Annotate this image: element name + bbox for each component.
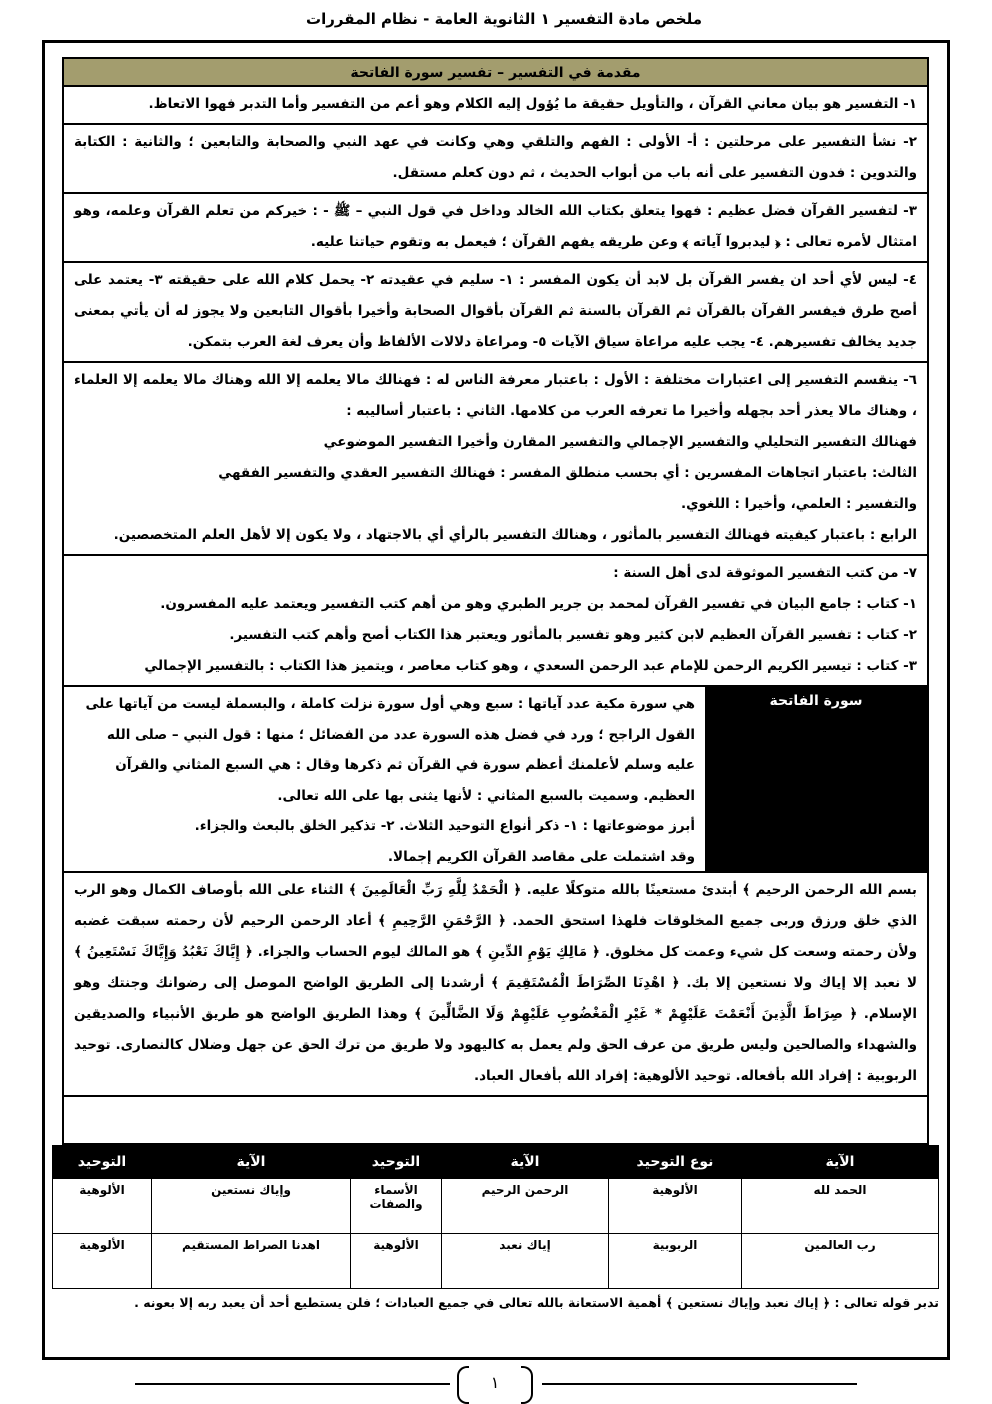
table-cell: الألوهية xyxy=(351,1234,442,1289)
point-line: ٣- كتاب : تيسير الكريم الرحمن للإمام عبد الرحمن السعدي ، وهو كتاب معاصر ، ويتميز هذا الكتاب : بالتفسير الإجمالي xyxy=(144,658,917,674)
page-footer xyxy=(135,1364,857,1404)
point-line: ١- كتاب : جامع البيان في تفسير القرآن لمحمد بن جرير الطبري وهو من أهم كتب التفسير ويعتمد عليه المفسرون. xyxy=(160,596,917,612)
table-cell: إياك نعبد xyxy=(442,1234,609,1289)
point-1 xyxy=(62,87,929,125)
table-cell: الألوهية xyxy=(609,1179,742,1234)
tafsir-text xyxy=(62,873,929,1097)
point-6 xyxy=(62,363,929,556)
table-cell: اهدنا الصراط المستقيم xyxy=(152,1234,351,1289)
point-line: ٧- من كتب التفسير الموثوقة لدى أهل السنة : xyxy=(613,565,917,581)
table-cell: الربوبية xyxy=(609,1234,742,1289)
col-header: نوع التوحيد xyxy=(609,1146,742,1179)
table-cell: الحمد لله xyxy=(742,1179,939,1234)
point-line: ٢- نشأ التفسير على مرحلتين : أ- الأولى : الفهم والتلقي وهي وكانت في عهد النبي والصحابة والتابعين ؛ والثانية : الكتابة والتدوين : فدون التفسير على أنه باب من أبواب الحديث ، ثم دون كعلم مستقل. xyxy=(74,134,917,181)
fatiha-box xyxy=(62,687,929,873)
point-line: فهنالك التفسير التحليلي والتفسير الإجمالي والتفسير المقارن وأخيرا التفسير الموضوعي xyxy=(323,434,917,450)
table-row xyxy=(53,1179,939,1234)
tafsir-paragraph: بسم الله الرحمن الرحيم ﴾ أبتدئ مستعينًا بالله متوكلًا عليه. ﴿ الْحَمْدُ لِلَّهِ رَبِّ الْعَالَمِينَ ﴾ الثناء على الله بأوصاف الكمال وهو الرب الذي خلق ورزق وربى جميع المخلوقات فلهذا استحق الحمد. ﴿ الرَّحْمَنِ الرَّحِيمِ ﴾ أعاد الرحمن الرحيم لأن رحمته سبقت غضبه ولأن رحمته وسعت كل شيء وعمت كل مخلوق. ﴿ مَالِكِ يَوْمِ الدِّينِ ﴾ هو المالك ليوم الحساب والجزاء. ﴿ إِيَّاكَ نَعْبُدُ وَإِيَّاكَ نَسْتَعِينُ ﴾ لا نعبد إلا إياك ولا نستعين إلا بك. ﴿ اهْدِنَا الصِّرَاطَ الْمُسْتَقِيمَ ﴾ أرشدنا إلى الطريق الواضح الموصل إلى رضوانك وجنتك وهو الإسلام. ﴿ صِرَاطَ الَّذِينَ أَنْعَمْتَ عَلَيْهِمْ * غَيْرِ الْمَغْضُوبِ عَلَيْهِمْ وَلَا الضَّالِّينَ ﴾ وهذا الطريق الواضح هو طريق الأنبياء والصديقين والشهداء والصالحين وليس طريق من عرف الحق ولم يعمل به كاليهود ولا طريق من ترك الحق عن جهل وضلال كالنصارى. توحيد الربوبية : إفراد الله بأفعاله. توحيد الألوهية: إفراد الله بأفعال العباد. xyxy=(74,882,917,1084)
point-line: الرابع : باعتبار كيفيته فهنالك التفسير بالمأثور ، وهنالك التفسير بالرأي أي بالاجتهاد ، ولا يكون إلا لأهل العلم المتخصصين. xyxy=(113,527,917,543)
footer-line xyxy=(542,1383,857,1385)
point-line: ٣- لتفسير القرآن فضل عظيم : فهوا يتعلق بكتاب الله الخالد وداخل في قول النبي – ﷺ - : خيركم من تعلم القرآن وعلمه، وهو امتثال لأمره تعالى : ﴿ ليدبروا آياته ﴾ وعن طريقه يفهم القرآن ؛ فيعمل به وتقوم حياتنا عليه. xyxy=(74,203,917,250)
point-line: ١- التفسير هو بيان معاني القرآن ، والتأويل حقيقة ما يُؤول إليه الكلام وهو أعم من التفسير وأما التدبر فهوا الاتعاظ. xyxy=(148,96,917,112)
table-row xyxy=(53,1234,939,1289)
page-number: ١ xyxy=(457,1366,533,1400)
point-line: ٢- كتاب : تفسير القرآن العظيم لابن كثير وهو تفسير بالمأثور ويعتبر هذا الكتاب أصح وأهم كتب التفسير. xyxy=(229,627,917,643)
content-frame xyxy=(42,40,950,1360)
table-cell: رب العالمين xyxy=(742,1234,939,1289)
table-cell: الألوهية xyxy=(53,1179,152,1234)
table-cell: وإياك نستعين xyxy=(152,1179,351,1234)
fatiha-line: هي سورة مكية عدد آياتها : سبع وهي أول سورة نزلت كاملة ، والبسملة ليست من آياتها على القول الراجح ؛ ورد في فضل هذه السورة عدد من الفضائل ؛ منها : قول النبي – صلى الله عليه وسلم لأعلمنك أعظم سورة في القرآن ثم ذكرها وقال : هي السبع المثاني والقرآن العظيم. وسميت بالسبع المثاني : لأنها يثنى بها على الله تعالى. xyxy=(85,696,695,804)
reflection-note: تدبر قوله تعالى : ﴿ إياك نعبد وإياك نستعين ﴾ أهمية الاستعانة بالله تعالى في جميع العبادات ؛ فلن يستطيع أحد أن يعبد ربه إلا بعونه . xyxy=(134,1295,939,1310)
point-line: ٦- ينقسم التفسير إلى اعتبارات مختلفة : الأول : باعتبار معرفة الناس له : فهنالك مالا يعلمه إلا الله وهناك مالا يعلمه إلا العلماء ، وهناك مالا يعذر أحد بجهله وأخيرا ما تعرفه العرب من كلامها. الثاني : باعتبار أساليبه : xyxy=(74,372,917,419)
footer-line xyxy=(135,1383,450,1385)
table-cell: الرحمن الرحيم xyxy=(442,1179,609,1234)
table-header-row xyxy=(53,1146,939,1179)
table-cell: الألوهية xyxy=(53,1234,152,1289)
point-line: الثالث: باعتبار اتجاهات المفسرين : أي بحسب منطلق المفسر : فهنالك التفسير العقدي والتفسير الفقهي xyxy=(218,465,917,481)
point-7 xyxy=(62,556,929,687)
col-header: التوحيد xyxy=(351,1146,442,1179)
point-line: والتفسير : العلمي، وأخيرا : اللغوي. xyxy=(681,496,917,512)
point-4 xyxy=(62,263,929,363)
fatiha-text xyxy=(64,687,705,871)
col-header: الآية xyxy=(742,1146,939,1179)
fatiha-label: سورة الفاتحة xyxy=(705,687,927,871)
table-cell: الأسماء والصفات xyxy=(351,1179,442,1234)
point-line: ٤- ليس لأي أحد ان يفسر القرآن بل لابد أن يكون المفسر : ١- سليم في عقيدته ٢- يحمل كلام الله على حقيقته ٣- يعتمد على أصح طرق فيفسر القرآن بالقرآن ثم القرآن بالسنة ثم القرآن بأقوال الصحابة وأخيرا بأقوال التابعين ولا يجوز له أن يأتي بمعنى جديد يخالف تفسيرهم. ٤- يجب عليه مراعاة سياق الآيات ٥- ومراعاة دلالات الألفاظ وأن يعرف لغة العرب بتمكن. xyxy=(74,272,917,350)
point-3 xyxy=(62,194,929,263)
section-title: مقدمة في التفسير – تفسير سورة الفاتحة xyxy=(62,57,929,87)
fatiha-line: وقد اشتملت على مقاصد القرآن الكريم إجمالا. xyxy=(387,848,695,865)
blank-row xyxy=(62,1097,929,1145)
col-header: التوحيد xyxy=(53,1146,152,1179)
tawheed-table xyxy=(52,1145,939,1289)
fatiha-line: أبرز موضوعاتها : ١- ذكر أنواع التوحيد الثلاث. ٢- تذكير الخلق بالبعث والجزاء. xyxy=(194,818,695,834)
point-2 xyxy=(62,125,929,194)
page-header: ملخص مادة التفسير ١ الثانوية العامة - نظام المقررات xyxy=(306,10,702,28)
content-inner xyxy=(62,57,939,1313)
col-header: الآية xyxy=(442,1146,609,1179)
col-header: الآية xyxy=(152,1146,351,1179)
